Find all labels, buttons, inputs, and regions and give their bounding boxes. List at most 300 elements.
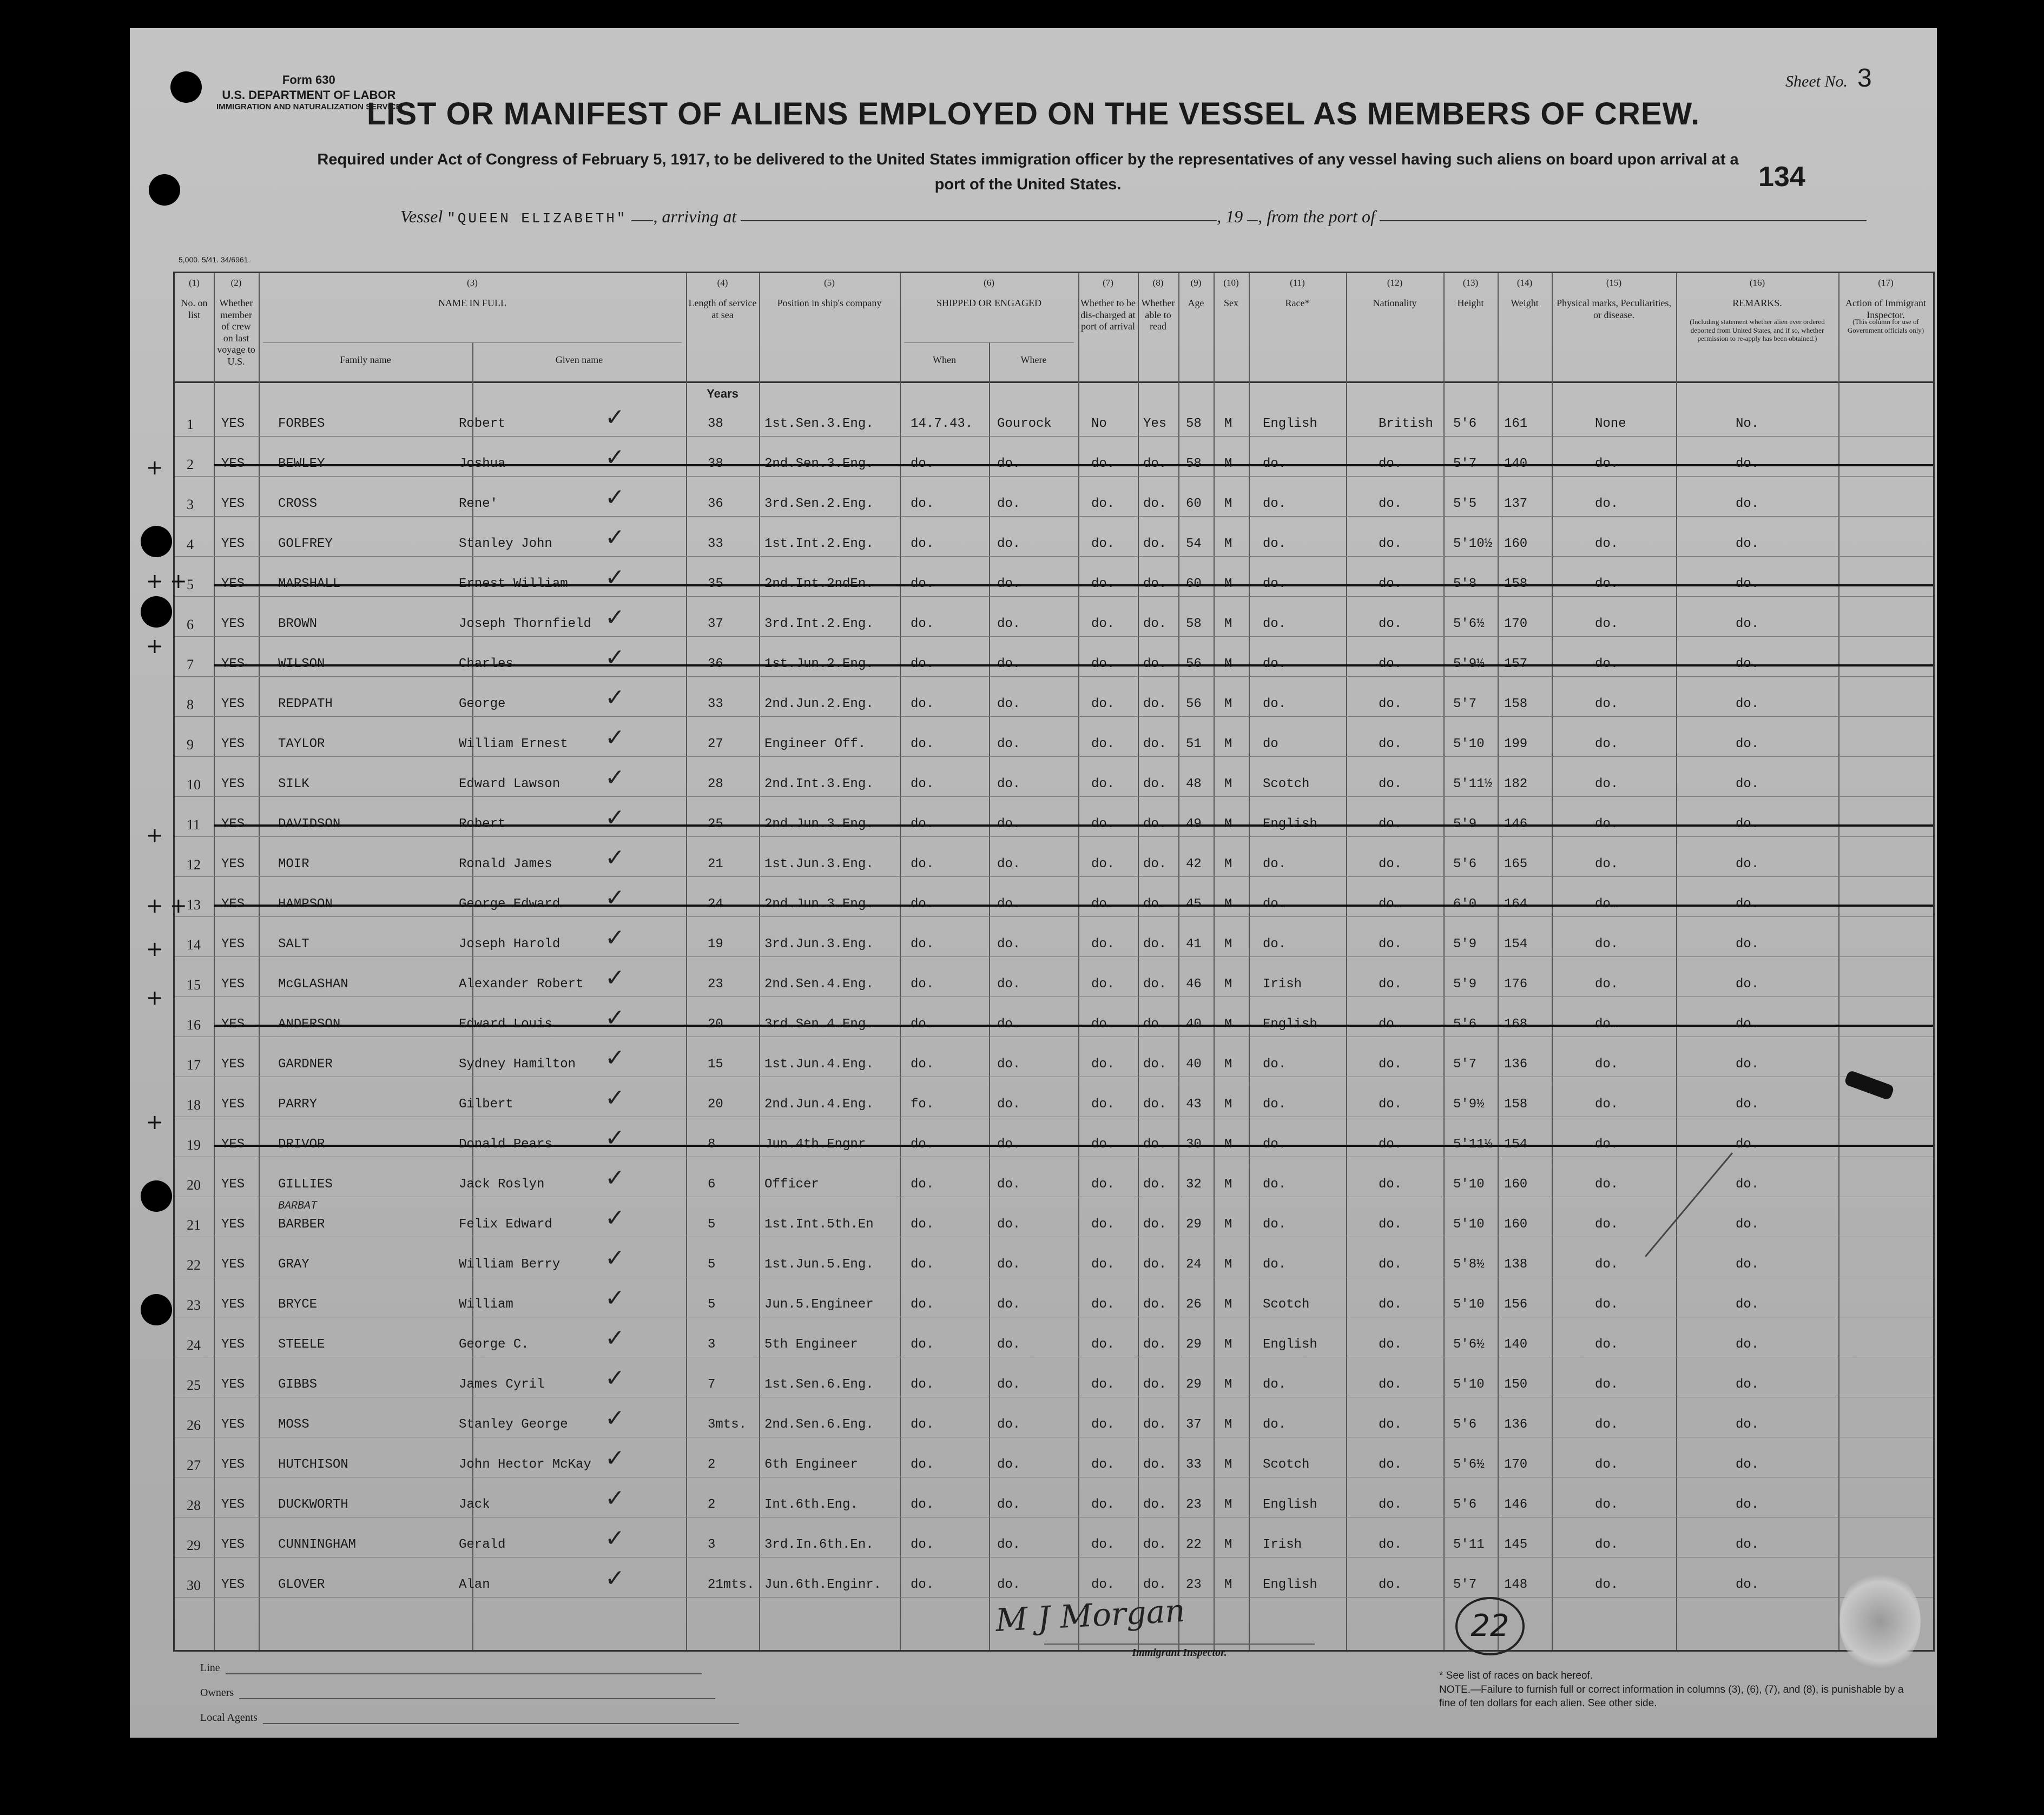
shipped-where: do. (997, 1578, 1021, 1592)
strikethrough-line (214, 664, 1933, 666)
position: 2nd.Jun.4.Eng. (764, 1097, 874, 1112)
discharged: do. (1091, 1497, 1115, 1512)
discharged: do. (1091, 1377, 1115, 1392)
age: 22 (1186, 1537, 1202, 1552)
race: do. (1263, 1177, 1287, 1192)
service-name: IMMIGRATION AND NATURALIZATION SERVICE (216, 102, 401, 111)
column-number: (11) (1290, 278, 1305, 288)
service-length: 3mts. (708, 1417, 747, 1432)
column-number: (1) (189, 278, 200, 288)
height: 5'5 (1453, 497, 1477, 511)
given-name: John Hector McKay (459, 1457, 591, 1472)
column-number: (10) (1223, 278, 1239, 288)
penalty-note: NOTE.—Failure to furnish full or correct information in columns (3), (6), (7), and (8), is punishable by a fine of ten dollars for each alien. See other side. (1439, 1684, 1904, 1710)
service-length: 25 (708, 817, 723, 831)
position: 3rd.Int.2.Eng. (764, 617, 874, 631)
age: 37 (1186, 1417, 1202, 1432)
able-to-read: do. (1143, 977, 1167, 992)
age: 23 (1186, 1497, 1202, 1512)
margin-cross-mark: + (146, 634, 163, 658)
vessel-line: Vessel "QUEEN ELIZABETH" , arriving at , 19 , from the port of (400, 207, 1867, 227)
vessel-label: Vessel (400, 207, 443, 226)
weight: 161 (1504, 417, 1528, 431)
able-to-read: do. (1143, 1537, 1167, 1552)
position: Jun.6th.Enginr. (764, 1578, 882, 1592)
service-length: 33 (708, 537, 723, 551)
column-number: (14) (1516, 278, 1533, 288)
tick-mark-icon: ✓ (605, 764, 625, 791)
column-unit: Years (707, 387, 739, 400)
margin-cross-mark: + (146, 456, 163, 479)
given-name: Stanley George (459, 1417, 568, 1432)
shipped-where: do. (997, 817, 1021, 831)
shipped-where: do. (997, 577, 1021, 591)
table-row (175, 1521, 1933, 1561)
physical-marks: do. (1595, 1297, 1619, 1312)
height: 5'6½ (1453, 1337, 1485, 1352)
sex: M (1224, 417, 1232, 431)
local-agents-label: Local Agents (200, 1712, 258, 1724)
sheet-number-value: 3 (1857, 64, 1872, 93)
weight: 154 (1504, 937, 1528, 952)
table-row (175, 1441, 1933, 1481)
line-field (200, 1662, 702, 1674)
race: do (1263, 737, 1278, 751)
position: 3rd.Sen.2.Eng. (764, 497, 874, 511)
nationality: do. (1379, 817, 1402, 831)
age: 42 (1186, 857, 1202, 872)
column-header: NAME IN FULL (438, 298, 506, 308)
age: 29 (1186, 1377, 1202, 1392)
previous-voyage: YES (221, 1257, 245, 1272)
table-row (175, 1161, 1933, 1201)
column-header: Nationality (1373, 298, 1417, 308)
shipped-where: do. (997, 1377, 1021, 1392)
able-to-read: do. (1143, 1337, 1167, 1352)
family-name: PARRY (278, 1097, 318, 1112)
service-length: 15 (708, 1057, 723, 1072)
tick-mark-icon: ✓ (605, 404, 625, 431)
shipped-where: do. (997, 1017, 1021, 1032)
given-name: Robert (459, 417, 506, 431)
table-row (175, 1241, 1933, 1281)
given-name: Ronald James (459, 857, 552, 872)
tick-mark-icon: ✓ (605, 1244, 625, 1272)
service-length: 21 (708, 857, 723, 872)
column-number: (16) (1749, 278, 1765, 288)
service-length: 3 (708, 1537, 716, 1552)
column-subheader: Family name (340, 354, 391, 365)
strikethrough-line (214, 824, 1933, 827)
remarks: do. (1736, 1497, 1759, 1512)
sex: M (1224, 1537, 1232, 1552)
column-number: (15) (1606, 278, 1622, 288)
remarks: do. (1736, 1537, 1759, 1552)
nationality: do. (1379, 1417, 1402, 1432)
height: 5'10 (1453, 1297, 1485, 1312)
height: 5'9 (1453, 937, 1477, 952)
race: English (1263, 417, 1317, 431)
position: Officer (764, 1177, 819, 1192)
table-row (175, 520, 1933, 560)
height: 5'9 (1453, 977, 1477, 992)
shipped-where: do. (997, 1097, 1021, 1112)
column-header-note: (This column for use of Government officials only) (1847, 318, 1924, 334)
sex: M (1224, 657, 1232, 671)
given-name: Jack Roslyn (459, 1177, 545, 1192)
service-length: 7 (708, 1377, 716, 1392)
family-name: GOLFREY (278, 537, 333, 551)
shipped-when: do. (911, 1257, 934, 1272)
remarks: do. (1736, 737, 1759, 751)
table-row (175, 961, 1933, 1001)
weight: 136 (1504, 1057, 1528, 1072)
shipped-where: do. (997, 537, 1021, 551)
sex: M (1224, 817, 1232, 831)
shipped-where: do. (997, 1337, 1021, 1352)
weight: 170 (1504, 1457, 1528, 1472)
age: 33 (1186, 1457, 1202, 1472)
row-number: 12 (187, 857, 201, 873)
column-header: Position in ship's company (777, 298, 882, 308)
sex: M (1224, 857, 1232, 872)
previous-voyage: YES (221, 737, 245, 751)
age: 30 (1186, 1137, 1202, 1152)
position: 2nd.Int.2ndEn. (764, 577, 874, 591)
document-title: LIST OR MANIFEST OF ALIENS EMPLOYED ON THE VESSEL AS MEMBERS OF CREW. (366, 96, 1700, 131)
able-to-read: do. (1143, 1097, 1167, 1112)
shipped-when: do. (911, 577, 934, 591)
sex: M (1224, 1377, 1232, 1392)
shipped-when: do. (911, 1217, 934, 1232)
shipped-when: do. (911, 857, 934, 872)
sex: M (1224, 1257, 1232, 1272)
shipped-where: do. (997, 1177, 1021, 1192)
weight: 158 (1504, 577, 1528, 591)
age: 58 (1186, 457, 1202, 471)
row-number: 28 (187, 1497, 201, 1513)
strikethrough-line (214, 905, 1933, 907)
race: Irish (1263, 977, 1302, 992)
column-header-note: (Including statement whether alien ever ordered deported from United States, and if so, whether permission to re-apply has been obtained.) (1690, 318, 1825, 343)
able-to-read: do. (1143, 1257, 1167, 1272)
age: 49 (1186, 817, 1202, 831)
age: 58 (1186, 617, 1202, 631)
shipped-where: do. (997, 1297, 1021, 1312)
row-number: 1 (187, 417, 194, 432)
row-number: 21 (187, 1217, 201, 1233)
family-name: BROWN (278, 617, 318, 631)
table-row (175, 1481, 1933, 1521)
shipped-where: do. (997, 1417, 1021, 1432)
shipped-when: do. (911, 1417, 934, 1432)
sex: M (1224, 577, 1232, 591)
age: 40 (1186, 1057, 1202, 1072)
height: 5'10½ (1453, 537, 1493, 551)
family-name: WILSON (278, 657, 325, 671)
nationality: do. (1379, 977, 1402, 992)
race: do. (1263, 577, 1287, 591)
nationality: do. (1379, 1137, 1402, 1152)
row-number: 6 (187, 617, 194, 632)
nationality: British (1379, 417, 1433, 431)
race: English (1263, 1337, 1317, 1352)
weight: 156 (1504, 1297, 1528, 1312)
margin-cross-mark: + (146, 1110, 163, 1134)
circled-count: 22 (1455, 1597, 1525, 1655)
weight: 165 (1504, 857, 1528, 872)
tick-mark-icon: ✓ (605, 1484, 625, 1512)
family-name: BRYCE (278, 1297, 318, 1312)
column-number: (4) (717, 278, 728, 288)
column-number: (17) (1878, 278, 1894, 288)
tick-mark-icon: ✓ (605, 1164, 625, 1192)
sex: M (1224, 1497, 1232, 1512)
physical-marks: do. (1595, 1217, 1619, 1232)
column-header: No. on list (181, 298, 208, 320)
table-row (175, 1121, 1933, 1161)
family-name: CROSS (278, 497, 318, 511)
margin-cross-mark: + + (146, 569, 187, 593)
tick-mark-icon: ✓ (605, 1565, 625, 1592)
shipped-where: do. (997, 1497, 1021, 1512)
row-number: 30 (187, 1578, 201, 1593)
able-to-read: Yes (1143, 417, 1167, 431)
weight: 150 (1504, 1377, 1528, 1392)
column-subheader: Given name (555, 354, 603, 365)
row-number: 17 (187, 1057, 201, 1073)
discharged: do. (1091, 457, 1115, 471)
table-row (175, 600, 1933, 641)
sex: M (1224, 1137, 1232, 1152)
able-to-read: do. (1143, 1057, 1167, 1072)
previous-voyage: YES (221, 1417, 245, 1432)
remarks: do. (1736, 1257, 1759, 1272)
service-length: 38 (708, 417, 723, 431)
shipped-when: do. (911, 537, 934, 551)
family-name: TAYLOR (278, 737, 325, 751)
department: U.S. DEPARTMENT OF LABOR (222, 88, 396, 102)
inspector-label: Immigrant Inspector. (1132, 1647, 1227, 1659)
nationality: do. (1379, 537, 1402, 551)
tick-mark-icon: ✓ (605, 1284, 625, 1312)
nationality: do. (1379, 1537, 1402, 1552)
tick-mark-icon: ✓ (605, 1204, 625, 1232)
tick-mark-icon: ✓ (605, 804, 625, 831)
remarks: do. (1736, 1217, 1759, 1232)
able-to-read: do. (1143, 1217, 1167, 1232)
race: English (1263, 1578, 1317, 1592)
remarks: do. (1736, 457, 1759, 471)
position: 2nd.Jun.2.Eng. (764, 697, 874, 711)
tick-mark-icon: ✓ (605, 644, 625, 671)
position: 3rd.Jun.3.Eng. (764, 937, 874, 952)
given-name: Felix Edward (459, 1217, 552, 1232)
given-name: George (459, 697, 506, 711)
race: do. (1263, 1417, 1287, 1432)
column-header: Length of service at sea (688, 298, 757, 320)
discharged: do. (1091, 1137, 1115, 1152)
position: 1st.Jun.2.Eng. (764, 657, 874, 671)
height: 5'10 (1453, 1177, 1485, 1192)
owners-label: Owners (200, 1687, 234, 1699)
height: 5'8½ (1453, 1257, 1485, 1272)
row-number: 24 (187, 1337, 201, 1353)
margin-cross-mark: + (146, 823, 163, 847)
row-number: 3 (187, 497, 194, 512)
discharged: do. (1091, 897, 1115, 912)
margin-cross-mark: + + (146, 894, 187, 918)
remarks: do. (1736, 817, 1759, 831)
sex: M (1224, 977, 1232, 992)
table-row (175, 560, 1933, 600)
family-name: DRIVOR (278, 1137, 325, 1152)
race: do. (1263, 937, 1287, 952)
physical-marks: do. (1595, 777, 1619, 791)
row-number: 14 (187, 937, 201, 953)
service-length: 5 (708, 1217, 716, 1232)
inspector-signature-block (1044, 1613, 1315, 1659)
table-row (175, 801, 1933, 841)
weight: 199 (1504, 737, 1528, 751)
strikethrough-line (214, 584, 1933, 586)
shipped-when: do. (911, 1337, 934, 1352)
position: 1st.Int.2.Eng. (764, 537, 874, 551)
discharged: do. (1091, 977, 1115, 992)
race: English (1263, 1017, 1317, 1032)
family-name: GIBBS (278, 1377, 318, 1392)
previous-voyage: YES (221, 1297, 245, 1312)
tick-mark-icon: ✓ (605, 1084, 625, 1112)
table-row (175, 480, 1933, 520)
sex: M (1224, 1097, 1232, 1112)
given-name: Joshua (459, 457, 506, 471)
height: 5'7 (1453, 1057, 1477, 1072)
shipped-when: do. (911, 1137, 934, 1152)
service-length: 2 (708, 1457, 716, 1472)
year-label: 19 (1225, 207, 1243, 226)
margin-cross-mark: + (146, 937, 163, 961)
race: do. (1263, 1217, 1287, 1232)
shipped-when: do. (911, 1057, 934, 1072)
row-number: 2 (187, 457, 194, 472)
shipped-where: do. (997, 617, 1021, 631)
race: do. (1263, 497, 1287, 511)
physical-marks: do. (1595, 1137, 1619, 1152)
inspector-signature: M J Morgan (994, 1592, 1186, 1639)
race: do. (1263, 457, 1287, 471)
nationality: do. (1379, 1177, 1402, 1192)
physical-marks: do. (1595, 1417, 1619, 1432)
previous-voyage: YES (221, 1097, 245, 1112)
previous-voyage: YES (221, 1337, 245, 1352)
race: Scotch (1263, 777, 1310, 791)
row-number: 19 (187, 1137, 201, 1153)
row-number: 29 (187, 1537, 201, 1553)
age: 32 (1186, 1177, 1202, 1192)
previous-voyage: YES (221, 1578, 245, 1592)
column-header: Physical marks, Peculiarities, or disease. (1557, 298, 1671, 320)
family-name: DUCKWORTH (278, 1497, 348, 1512)
physical-marks: do. (1595, 1257, 1619, 1272)
age: 60 (1186, 497, 1202, 511)
tick-mark-icon: ✓ (605, 564, 625, 591)
given-name: Alexander Robert (459, 977, 584, 992)
previous-voyage: YES (221, 457, 245, 471)
row-number: 20 (187, 1177, 201, 1193)
tick-mark-icon: ✓ (605, 724, 625, 751)
remarks: do. (1736, 897, 1759, 912)
nationality: do. (1379, 577, 1402, 591)
shipped-where: do. (997, 937, 1021, 952)
given-name: Edward Lawson (459, 777, 561, 791)
given-name: Jack (459, 1497, 490, 1512)
column-number: (2) (230, 278, 242, 288)
weight: 164 (1504, 897, 1528, 912)
age: 29 (1186, 1337, 1202, 1352)
able-to-read: do. (1143, 1457, 1167, 1472)
remarks: do. (1736, 657, 1759, 671)
service-length: 21mts. (708, 1578, 755, 1592)
row-number: 22 (187, 1257, 201, 1273)
tick-mark-icon: ✓ (605, 884, 625, 912)
sex: M (1224, 737, 1232, 751)
shipped-when: do. (911, 1377, 934, 1392)
shipped-where: do. (997, 977, 1021, 992)
race: do. (1263, 617, 1287, 631)
service-length: 19 (708, 937, 723, 952)
tick-mark-icon: ✓ (605, 924, 625, 952)
weight: 158 (1504, 697, 1528, 711)
physical-marks: do. (1595, 1097, 1619, 1112)
table-row (175, 1201, 1933, 1241)
height: 5'11½ (1453, 1137, 1493, 1152)
nationality: do. (1379, 937, 1402, 952)
family-name: SILK (278, 777, 309, 791)
weight: 136 (1504, 1417, 1528, 1432)
service-length: 35 (708, 577, 723, 591)
punch-hole (149, 174, 180, 206)
column-header: Whether able to read (1141, 298, 1175, 332)
race: do. (1263, 537, 1287, 551)
previous-voyage: YES (221, 577, 245, 591)
nationality: do. (1379, 1217, 1402, 1232)
weight: 176 (1504, 977, 1528, 992)
previous-voyage: YES (221, 817, 245, 831)
race: do. (1263, 897, 1287, 912)
remarks: do. (1736, 617, 1759, 631)
age: 45 (1186, 897, 1202, 912)
shipped-when: fo. (911, 1097, 934, 1112)
table-row (175, 440, 1933, 480)
position: 1st.Jun.5.Eng. (764, 1257, 874, 1272)
given-name: George Edward (459, 897, 561, 912)
weight: 158 (1504, 1097, 1528, 1112)
physical-marks: do. (1595, 1377, 1619, 1392)
handwritten-annotation: BARBAT (278, 1200, 318, 1212)
age: 29 (1186, 1217, 1202, 1232)
discharged: do. (1091, 577, 1115, 591)
previous-voyage: YES (221, 897, 245, 912)
physical-marks: do. (1595, 457, 1619, 471)
position: 1st.Jun.3.Eng. (764, 857, 874, 872)
shipped-where: do. (997, 457, 1021, 471)
family-name: STEELE (278, 1337, 325, 1352)
race: Scotch (1263, 1297, 1310, 1312)
race: do. (1263, 1377, 1287, 1392)
physical-marks: do. (1595, 1457, 1619, 1472)
vessel-name: "QUEEN ELIZABETH" (447, 210, 628, 227)
